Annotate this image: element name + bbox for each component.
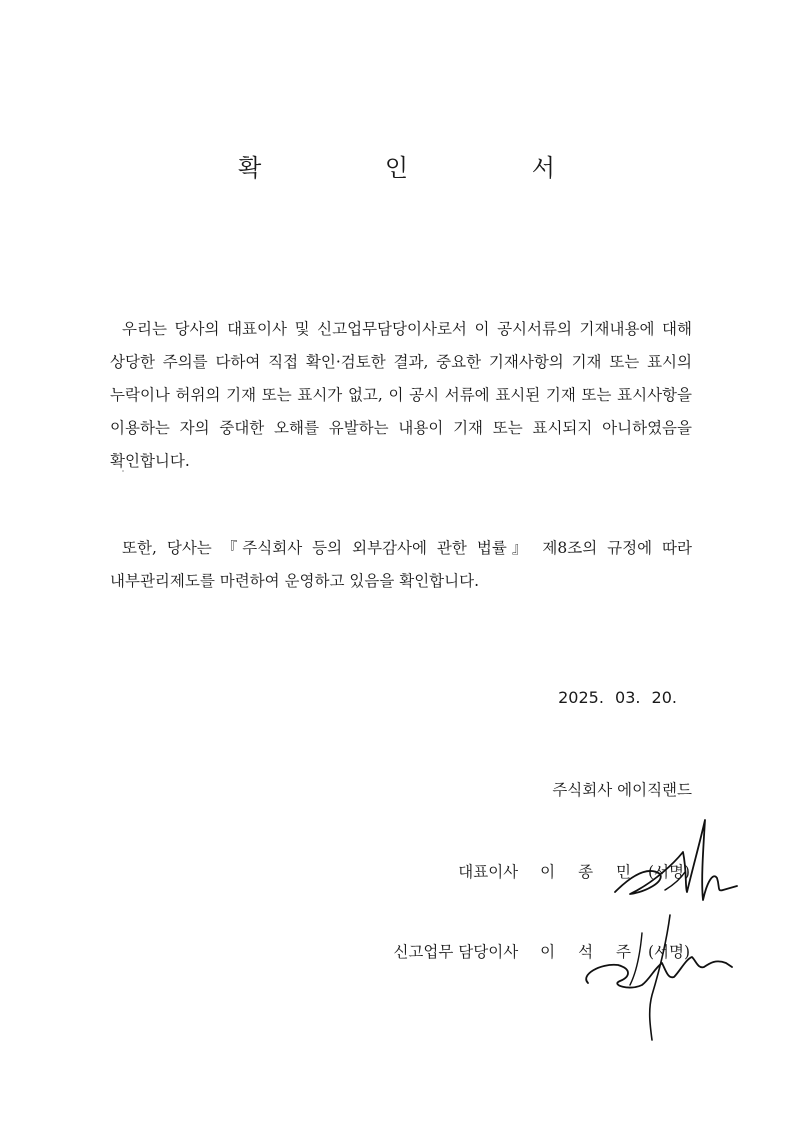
signer-role: 대표이사 bbox=[458, 863, 519, 881]
stray-dot bbox=[122, 470, 124, 472]
document-title: 확 인 서 bbox=[238, 154, 613, 182]
company-name: 주식회사 에이직랜드 bbox=[552, 781, 692, 799]
officer-handwritten-signature bbox=[570, 905, 740, 1045]
internal-control-paragraph: 또한, 당사는 『주식회사 등의 외부감사에 관한 법률』 제8조의 규정에 따라 내부관리제도를 마련하여 운영하고 있음을 확인합니다. bbox=[110, 539, 692, 590]
signer-name: 이 종 민 bbox=[540, 863, 640, 881]
ceo-signature-line bbox=[458, 860, 690, 882]
signer-role: 신고업무 담당이사 bbox=[393, 943, 519, 961]
confirmation-paragraph: 우리는 당사의 대표이사 및 신고업무담당이사로서 이 공시서류의 기재내용에 대해 상당한 주의를 다하여 직접 확인·검토한 결과, 중요한 기재사항의 기재 또는 표시의 누락이나 허위의 기재 또는 표시가 없고, 이 공시 서류에 표시된 기재 또는 표시사항을 이용하는 자의 중대한 오해를 유발하는 내용이 기재 또는 표시되지 아니하였음을 확인합니다. bbox=[110, 320, 692, 470]
document-date: 2025. 03. 20. bbox=[558, 688, 677, 707]
signature-mark-label: (서명) bbox=[647, 943, 690, 961]
signer-name: 이 석 주 bbox=[540, 943, 640, 961]
signature-mark-label: (서명) bbox=[647, 863, 690, 881]
disclosure-officer-signature-line bbox=[393, 940, 690, 962]
